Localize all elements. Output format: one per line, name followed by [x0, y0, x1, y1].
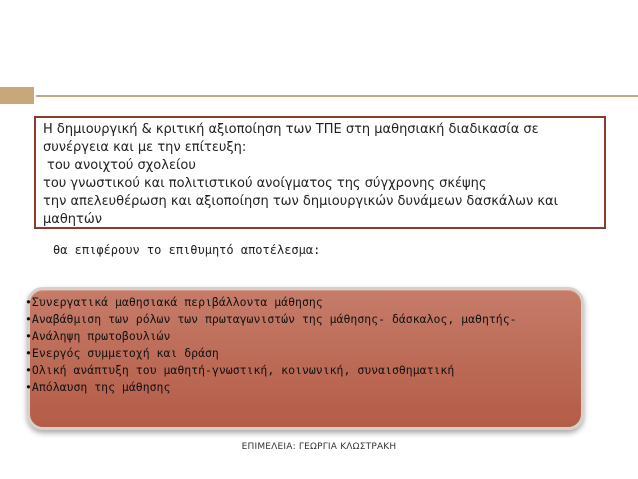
- intro-line: συνέργεια και με την επίτευξη:: [43, 140, 247, 155]
- intro-text-box: [34, 116, 606, 229]
- list-item: •Αναβάθμιση των ρόλων των πρωταγωνιστών της μάθησης- δάσκαλος, μαθητής-: [25, 312, 517, 326]
- divider-accent-block: [0, 87, 34, 104]
- result-caption: θα επιφέρουν το επιθυμητό αποτέλεσμα:: [53, 243, 321, 257]
- intro-line: του ανοιχτού σχολείου: [47, 158, 196, 173]
- list-item: •Ολική ανάπτυξη του μαθητή-γνωστική, κοινωνική, συναισθηματική: [25, 363, 455, 377]
- divider-line: [36, 95, 638, 97]
- title-divider: [0, 87, 638, 104]
- outcomes-list: [25, 294, 517, 396]
- list-item: •Ανάληψη πρωτοβουλιών: [25, 329, 171, 343]
- list-item: •Ενεργός συμμετοχή και δράση: [25, 346, 219, 360]
- list-item: •Απόλαυση της μάθησης: [25, 380, 171, 394]
- intro-line: την απελευθέρωση και αξιοποίηση των δημιουργικών δυνάμεων δασκάλων και: [43, 194, 559, 209]
- intro-line: Η δημιουργική & κριτική αξιοποίηση των ΤΠΕ στη μαθησιακή διαδικασία σε: [43, 122, 539, 137]
- list-item: •Συνεργατικά μαθησιακά περιβάλλοντα μάθησης: [25, 295, 323, 309]
- intro-line: μαθητών: [43, 212, 103, 227]
- author-footer: ΕΠΙΜΕΛΕΙΑ: ΓΕΩΡΓΙΑ ΚΛΩΣΤΡΑΚΗ: [241, 442, 397, 452]
- intro-line: του γνωστικού και πολιτιστικού ανοίγματος της σύγχρονης σκέψης: [43, 176, 487, 191]
